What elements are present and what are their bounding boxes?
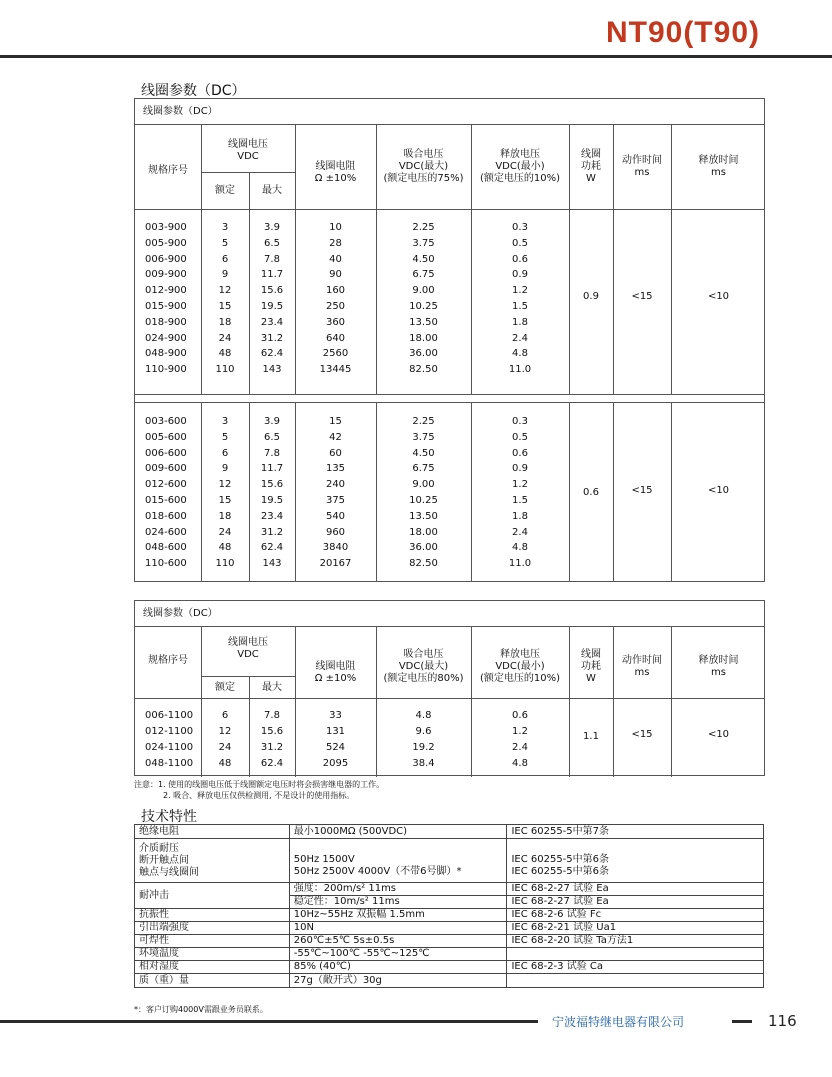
spec-code: 110-600 [145, 558, 187, 570]
table-caption: 线圈参数（DC） [135, 601, 764, 627]
spec-code: 006-900 [145, 253, 187, 265]
header-rated: 额定 [215, 682, 235, 693]
release-voltage: 0.3 [512, 416, 528, 427]
spec-code: 006-1100 [145, 710, 194, 721]
spec-standard: IEC 68-2-20 试验 Ta方法1 [507, 935, 764, 948]
pickup-voltage: 4.50 [412, 447, 435, 459]
rated-voltage: 3 [221, 416, 229, 427]
max-voltage: 62.4 [260, 542, 284, 554]
group-900-operate: <15 [631, 291, 653, 302]
header-operate-line2: ms [634, 667, 650, 678]
spec-standard: IEC 60255-5中第7条 [507, 825, 764, 839]
group-600-body [135, 414, 569, 574]
tech-section-title: 技术特性 [141, 809, 197, 825]
header-spec: 规格序号 [148, 655, 188, 666]
company-name: 宁波福特继电器有限公司 [552, 1015, 685, 1029]
rated-voltage: 6 [221, 447, 229, 459]
coil-resistance: 960 [325, 526, 346, 538]
header-resistance [295, 161, 376, 185]
spec-code: 048-600 [145, 542, 187, 554]
sub-header-line [201, 676, 295, 677]
max-voltage: 15.6 [260, 726, 284, 737]
max-voltage: 19.5 [260, 301, 284, 312]
header-resistance-line1: 线圈电阻 [315, 161, 356, 172]
pickup-voltage: 9.00 [412, 285, 435, 297]
release-voltage: 2.4 [512, 332, 528, 344]
group-1100-operate: <15 [631, 729, 653, 740]
header-spec: 规格序号 [148, 165, 188, 176]
group-600-release: <10 [707, 485, 730, 496]
max-voltage: 15.6 [260, 479, 284, 491]
pickup-voltage: 4.8 [415, 710, 432, 721]
header-release-time-line2: ms [711, 167, 726, 178]
spec-label: 抗振性 [135, 909, 290, 922]
max-voltage: 15.6 [260, 285, 284, 297]
spec-value-line1: 50Hz 1500V [293, 854, 355, 865]
pickup-voltage: 6.75 [412, 269, 435, 281]
footer-rule [0, 1020, 538, 1023]
spec-code: 012-600 [145, 479, 187, 491]
rated-voltage: 6 [221, 710, 229, 721]
spec-row-insulation [135, 825, 764, 839]
spec-label: 引出端强度 [135, 922, 290, 935]
spec-label: 耐冲击 [135, 883, 290, 909]
header-power-line2: 功耗 [581, 161, 601, 172]
max-voltage: 31.2 [260, 526, 284, 538]
pickup-voltage: 38.4 [412, 758, 435, 769]
pickup-voltage: 36.00 [409, 348, 438, 360]
release-voltage: 0.5 [512, 237, 528, 249]
max-voltage: 6.5 [264, 237, 280, 249]
max-voltage: 23.4 [260, 316, 284, 328]
max-voltage: 143 [262, 558, 282, 570]
spec-code: 048-900 [145, 348, 187, 360]
release-voltage: 0.6 [512, 710, 528, 721]
header-release-line3: (额定电压的10%) [479, 173, 561, 184]
spec-label: 绝缘电阻 [135, 825, 290, 839]
max-voltage: 3.9 [264, 222, 280, 233]
max-voltage: 31.2 [260, 332, 284, 344]
spec-code: 024-600 [145, 526, 187, 538]
rated-voltage: 24 [218, 742, 232, 753]
coil-resistance: 20167 [319, 558, 352, 570]
pickup-voltage: 13.50 [409, 316, 438, 328]
rated-voltage: 48 [218, 348, 232, 360]
header-release [471, 649, 569, 685]
pickup-voltage: 82.50 [409, 558, 438, 570]
rated-voltage: 12 [218, 726, 232, 737]
spec-value: 最小1000MΩ (500VDC) [289, 825, 507, 839]
header-resistance-line2: Ω ±10% [314, 173, 357, 184]
spec-standard: IEC 68-2-6 试验 Fc [507, 909, 764, 922]
coil-resistance: 13445 [319, 364, 352, 376]
footer-dash [732, 1020, 752, 1023]
header-release-line2: VDC(最小) [495, 161, 545, 172]
pickup-voltage: 19.2 [412, 742, 435, 753]
spec-code: 005-600 [145, 431, 187, 443]
header-release-time [671, 155, 766, 179]
spec-value: -55℃~100℃ -55℃~125℃ [289, 948, 507, 961]
pickup-voltage: 2.25 [412, 222, 435, 233]
header-pickup-line1: 吸合电压 [403, 649, 444, 660]
col-divider [613, 627, 614, 777]
header-max: 最大 [262, 185, 282, 196]
spec-value: 27g（敞开式）30g [289, 974, 507, 988]
coil-resistance: 360 [325, 316, 346, 328]
header-bottom-line [135, 698, 764, 699]
coil-resistance: 40 [329, 253, 342, 265]
note-line-2: 2. 吸合、释放电压仅供检测用, 不是设计的使用指标。 [163, 791, 355, 800]
header-resistance-line2: Ω ±10% [314, 673, 357, 684]
coil-resistance: 60 [329, 447, 342, 459]
max-voltage: 7.8 [264, 447, 280, 459]
header-operate-time [613, 655, 671, 679]
release-voltage: 0.6 [512, 447, 528, 459]
header-operate-line1: 动作时间 [622, 655, 662, 666]
rated-voltage: 5 [221, 237, 229, 249]
header-power [569, 149, 613, 185]
spec-code: 015-600 [145, 495, 187, 506]
spec-row-shock-1 [135, 883, 764, 896]
spec-code: 003-600 [145, 416, 187, 427]
max-voltage: 7.8 [264, 253, 280, 265]
coil-resistance: 10 [329, 222, 342, 233]
rated-voltage: 5 [221, 431, 229, 443]
spec-code: 024-900 [145, 332, 187, 344]
release-voltage: 1.2 [512, 726, 528, 737]
spec-label-line2: 断开触点间 [139, 854, 189, 866]
release-voltage: 4.8 [512, 348, 528, 360]
header-pickup-line2: VDC(最大) [398, 661, 449, 672]
pickup-voltage: 2.25 [412, 416, 435, 427]
header-pickup-line2: VDC(最大) [398, 161, 449, 172]
spec-value: 强度：200m/s² 11ms [289, 883, 507, 896]
spec-row-dielectric [135, 839, 764, 883]
header-release-line3: (额定电压的10%) [479, 673, 561, 684]
rated-voltage: 12 [218, 285, 232, 297]
rated-voltage: 15 [218, 301, 232, 312]
table-caption: 线圈参数（DC） [135, 99, 764, 125]
spec-label: 相对湿度 [135, 961, 290, 974]
release-voltage: 1.2 [512, 285, 528, 297]
spec-row-terminal [135, 922, 764, 935]
header-coil-voltage-line1: 线圈电压 [228, 139, 268, 150]
spec-standard: IEC 68-2-3 试验 Ca [507, 961, 764, 974]
coil-resistance: 640 [325, 332, 346, 344]
spec-label [135, 839, 290, 883]
header-rated: 额定 [215, 185, 235, 196]
release-voltage: 1.2 [512, 479, 528, 491]
rated-voltage: 18 [218, 316, 232, 328]
spec-code: 009-900 [145, 269, 187, 281]
pickup-voltage: 9.00 [412, 479, 435, 491]
max-voltage: 62.4 [260, 348, 284, 360]
header-release-time-line1: 释放时间 [698, 655, 739, 666]
coil-resistance: 540 [325, 510, 346, 522]
spec-code: 018-900 [145, 316, 187, 328]
spec-value [289, 839, 507, 883]
spec-code: 012-1100 [145, 726, 194, 737]
header-operate-time [613, 155, 671, 179]
header-release-time-line2: ms [711, 667, 726, 678]
group-divider [135, 394, 764, 395]
pickup-voltage: 82.50 [409, 364, 438, 376]
spec-code: 003-900 [145, 222, 187, 233]
coil-section-title: 线圈参数（DC） [141, 83, 246, 99]
release-voltage: 4.8 [512, 758, 528, 769]
header-pickup [376, 649, 471, 685]
header-rule [0, 55, 832, 58]
coil-table-900-600 [134, 98, 765, 582]
spec-label: 环境温度 [135, 948, 290, 961]
group-900-power: 0.9 [583, 291, 599, 302]
spec-label: 可焊性 [135, 935, 290, 948]
header-max: 最大 [262, 682, 282, 693]
header-release-line1: 释放电压 [500, 649, 540, 660]
header-resistance [295, 661, 376, 685]
rated-voltage: 24 [218, 332, 232, 344]
group-divider [135, 402, 764, 403]
coil-table-1100 [134, 600, 765, 776]
pickup-voltage: 10.25 [409, 495, 438, 506]
rated-voltage: 24 [218, 526, 232, 538]
max-voltage: 31.2 [260, 742, 284, 753]
spec-code: 005-900 [145, 237, 187, 249]
spec-row-solderability [135, 935, 764, 948]
header-power-line3: W [586, 173, 596, 184]
header-release-time-line1: 释放时间 [698, 155, 739, 166]
header-coil-voltage-line2: VDC [237, 151, 259, 162]
header-power-line1: 线圈 [581, 649, 601, 660]
header-coil-voltage-line2: VDC [237, 649, 259, 660]
pickup-voltage: 3.75 [412, 237, 435, 249]
pickup-voltage: 9.6 [415, 726, 432, 737]
spec-code: 009-600 [145, 463, 187, 475]
header-release [471, 149, 569, 185]
spec-standard: IEC 68-2-27 试验 Ea [507, 896, 764, 909]
group-900-body [135, 220, 569, 380]
coil-resistance: 28 [329, 237, 342, 249]
spec-value: 稳定性：10m/s² 11ms [289, 896, 507, 909]
header-coil-voltage-line1: 线圈电压 [228, 637, 268, 648]
max-voltage: 3.9 [264, 416, 280, 427]
max-voltage: 143 [262, 364, 282, 376]
release-voltage: 1.5 [512, 301, 528, 312]
spec-value: 85% (40℃) [289, 961, 507, 974]
header-pickup [376, 149, 471, 185]
release-voltage: 11.0 [508, 364, 532, 376]
spec-label: 质（重）量 [135, 974, 290, 988]
pickup-voltage: 10.25 [409, 301, 438, 312]
pickup-voltage: 36.00 [409, 542, 438, 554]
release-voltage: 0.9 [512, 269, 528, 281]
page-header-title: NT90(T90) [605, 16, 760, 49]
rated-voltage: 48 [218, 758, 232, 769]
spec-code: 012-900 [145, 285, 187, 297]
coil-resistance: 90 [329, 269, 342, 281]
spec-value: 10N [289, 922, 507, 935]
spec-code: 110-900 [145, 364, 187, 376]
header-power-line2: 功耗 [581, 661, 601, 672]
rated-voltage: 6 [221, 253, 229, 265]
release-voltage: 2.4 [512, 526, 528, 538]
coil-resistance: 135 [325, 463, 346, 475]
pickup-voltage: 6.75 [412, 463, 435, 475]
rated-voltage: 9 [221, 269, 229, 281]
header-release-line2: VDC(最小) [495, 661, 545, 672]
pickup-voltage: 18.00 [409, 526, 438, 538]
group-900-release: <10 [707, 291, 730, 302]
header-resistance-line1: 线圈电阻 [315, 661, 356, 672]
spec-code: 015-900 [145, 301, 187, 312]
spec-standard [507, 974, 764, 988]
release-voltage: 0.3 [512, 222, 528, 233]
group-1100-body [135, 708, 569, 772]
spec-row-temperature [135, 948, 764, 961]
pickup-voltage: 3.75 [412, 431, 435, 443]
coil-resistance: 33 [329, 710, 342, 721]
max-voltage: 11.7 [260, 463, 284, 475]
coil-resistance: 524 [325, 742, 346, 753]
spec-standard-line2: IEC 60255-5中第6条 [511, 866, 610, 877]
spec-code: 048-1100 [145, 758, 194, 769]
release-voltage: 4.8 [512, 542, 528, 554]
spec-standard-line1: IEC 60255-5中第6条 [511, 854, 610, 865]
coil-resistance: 15 [329, 416, 342, 427]
col-divider [671, 627, 672, 777]
header-power [569, 649, 613, 685]
release-voltage: 1.5 [512, 495, 528, 506]
coil-resistance: 250 [325, 301, 346, 312]
header-coil-voltage [201, 139, 295, 163]
header-operate-line2: ms [634, 167, 650, 178]
release-voltage: 0.6 [512, 253, 528, 265]
spec-row-humidity [135, 961, 764, 974]
spec-code: 006-600 [145, 447, 187, 459]
max-voltage: 6.5 [264, 431, 280, 443]
header-power-line1: 线圈 [581, 149, 601, 160]
coil-resistance: 3840 [322, 542, 349, 554]
rated-voltage: 48 [218, 542, 232, 554]
pickup-voltage: 4.50 [412, 253, 435, 265]
rated-voltage: 9 [221, 463, 229, 475]
max-voltage: 11.7 [260, 269, 284, 281]
max-voltage: 7.8 [264, 710, 280, 721]
rated-voltage: 15 [218, 495, 232, 506]
coil-resistance: 2560 [322, 348, 349, 360]
page-number: 116 [768, 1012, 797, 1030]
group-1100-power: 1.1 [583, 731, 599, 742]
rated-voltage: 18 [218, 510, 232, 522]
spec-value: 10Hz~55Hz 双振幅 1.5mm [289, 909, 507, 922]
max-voltage: 19.5 [260, 495, 284, 506]
spec-code: 018-600 [145, 510, 187, 522]
coil-resistance: 240 [325, 479, 346, 491]
spec-code: 024-1100 [145, 742, 194, 753]
rated-voltage: 110 [215, 558, 235, 570]
release-voltage: 1.8 [512, 316, 528, 328]
release-voltage: 1.8 [512, 510, 528, 522]
header-release-line1: 释放电压 [500, 149, 540, 160]
group-600-operate: <15 [631, 485, 653, 496]
footnote: *：客户订购4000V需跟业务员联系。 [134, 1005, 268, 1014]
spec-label-line1: 介质耐压 [139, 842, 179, 854]
release-voltage: 2.4 [512, 742, 528, 753]
coil-resistance: 42 [329, 431, 342, 443]
spec-standard [507, 839, 764, 883]
spec-row-vibration [135, 909, 764, 922]
tech-spec-table [134, 824, 764, 988]
rated-voltage: 3 [221, 222, 229, 233]
max-voltage: 23.4 [260, 510, 284, 522]
header-coil-voltage [201, 637, 295, 661]
group-600-power: 0.6 [583, 487, 599, 498]
spec-value-line2: 50Hz 2500V 4000V（不带6号脚）* [293, 866, 462, 877]
spec-row-weight [135, 974, 764, 988]
header-operate-line1: 动作时间 [622, 155, 662, 166]
spec-label-line3: 触点与线圈间 [139, 866, 199, 878]
rated-voltage: 12 [218, 479, 232, 491]
pickup-voltage: 13.50 [409, 510, 438, 522]
coil-resistance: 2095 [322, 758, 349, 769]
spec-standard [507, 948, 764, 961]
group-1100-release: <10 [707, 729, 730, 740]
sub-header-line [201, 172, 295, 173]
header-power-line3: W [586, 673, 596, 684]
coil-resistance: 375 [325, 495, 346, 506]
spec-standard: IEC 68-2-21 试验 Ua1 [507, 922, 764, 935]
header-pickup-line1: 吸合电压 [403, 149, 444, 160]
spec-standard: IEC 68-2-27 试验 Ea [507, 883, 764, 896]
header-pickup-line3: (额定电压的75%) [383, 173, 464, 184]
max-voltage: 62.4 [260, 758, 284, 769]
rated-voltage: 110 [215, 364, 235, 376]
pickup-voltage: 18.00 [409, 332, 438, 344]
header-release-time [671, 655, 766, 679]
coil-resistance: 131 [325, 726, 346, 737]
spec-value: 260℃±5℃ 5s±0.5s [289, 935, 507, 948]
header-pickup-line3: (额定电压的80%) [383, 673, 464, 684]
release-voltage: 11.0 [508, 558, 532, 570]
header-bottom-line [135, 209, 764, 210]
release-voltage: 0.9 [512, 463, 528, 475]
release-voltage: 0.5 [512, 431, 528, 443]
note-line-1: 注意：1. 使用的线圈电压低于线圈额定电压时将会损害继电器的工作。 [134, 780, 385, 789]
coil-resistance: 160 [325, 285, 346, 297]
